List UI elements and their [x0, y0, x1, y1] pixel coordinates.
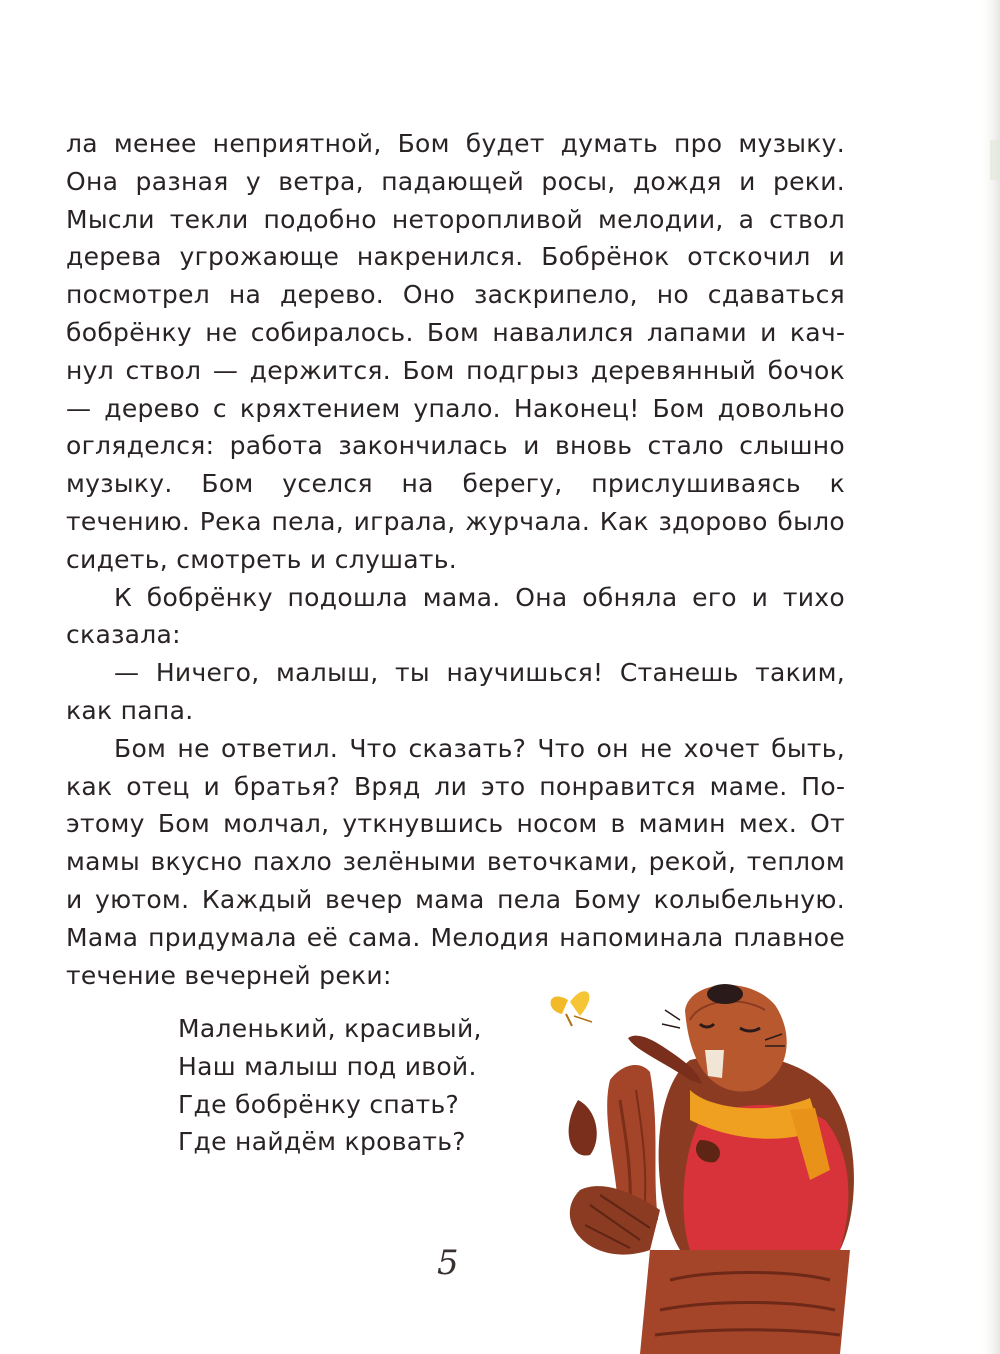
beaver-illustration	[540, 980, 900, 1354]
paragraph-1: ла менее неприятной, Бом будет думать про музыку. Она разная у ветра, падающей росы, дождя и реки. Мысли текли подобно неторопливой мелодии, а ствол дерева угрожающе накренился. Бобрёнок отскочил и посмотрел на дерево. Оно заскрипело, но сдаваться бобрёнку не собиралось. Бом навалился лапами и качнул ствол — держится. Бом подгрыз деревянный бочок — дерево с кряхтением упало. Наконец! Бом довольно огляделся: работа закончилась и вновь стало слышно музыку. Бом уселся на берегу, прислушиваясь к течению. Река пела, играла, журчала. Как здорово было сидеть, смотреть и слушать.	[66, 129, 845, 574]
poem-line-1: Маленький, красивый,	[178, 1014, 482, 1043]
paragraph-3: — Ничего, малыш, ты научишься! Станешь таким, как папа.	[66, 658, 845, 725]
paragraph-2: К бобрёнку подошла мама. Она обняла его и тихо сказала:	[66, 582, 845, 650]
paragraph-4: Бом не ответил. Что сказать? Что он не хочет быть, как отец и братья? Вряд ли это понравится маме. Поэтому Бом молчал, уткнувшись носом в мамин мех. От мамы вкусно пахло зелёными веточками, рекой, теплом и уютом. Каждый вечер мама пела Бому колыбельную. Мама придумала её сама. Мелодия напоминала плавное течение вечерней реки:	[66, 733, 845, 990]
lullaby-poem	[178, 1010, 482, 1161]
story-text	[66, 125, 845, 994]
poem-line-2: Наш малыш под ивой.	[178, 1051, 477, 1081]
poem-line-4: Где найдём кровать?	[178, 1127, 466, 1157]
poem-line-3: Где бобрёнку спать?	[178, 1089, 460, 1119]
page-number: 5	[437, 1243, 459, 1283]
butterfly-icon	[551, 991, 592, 1026]
